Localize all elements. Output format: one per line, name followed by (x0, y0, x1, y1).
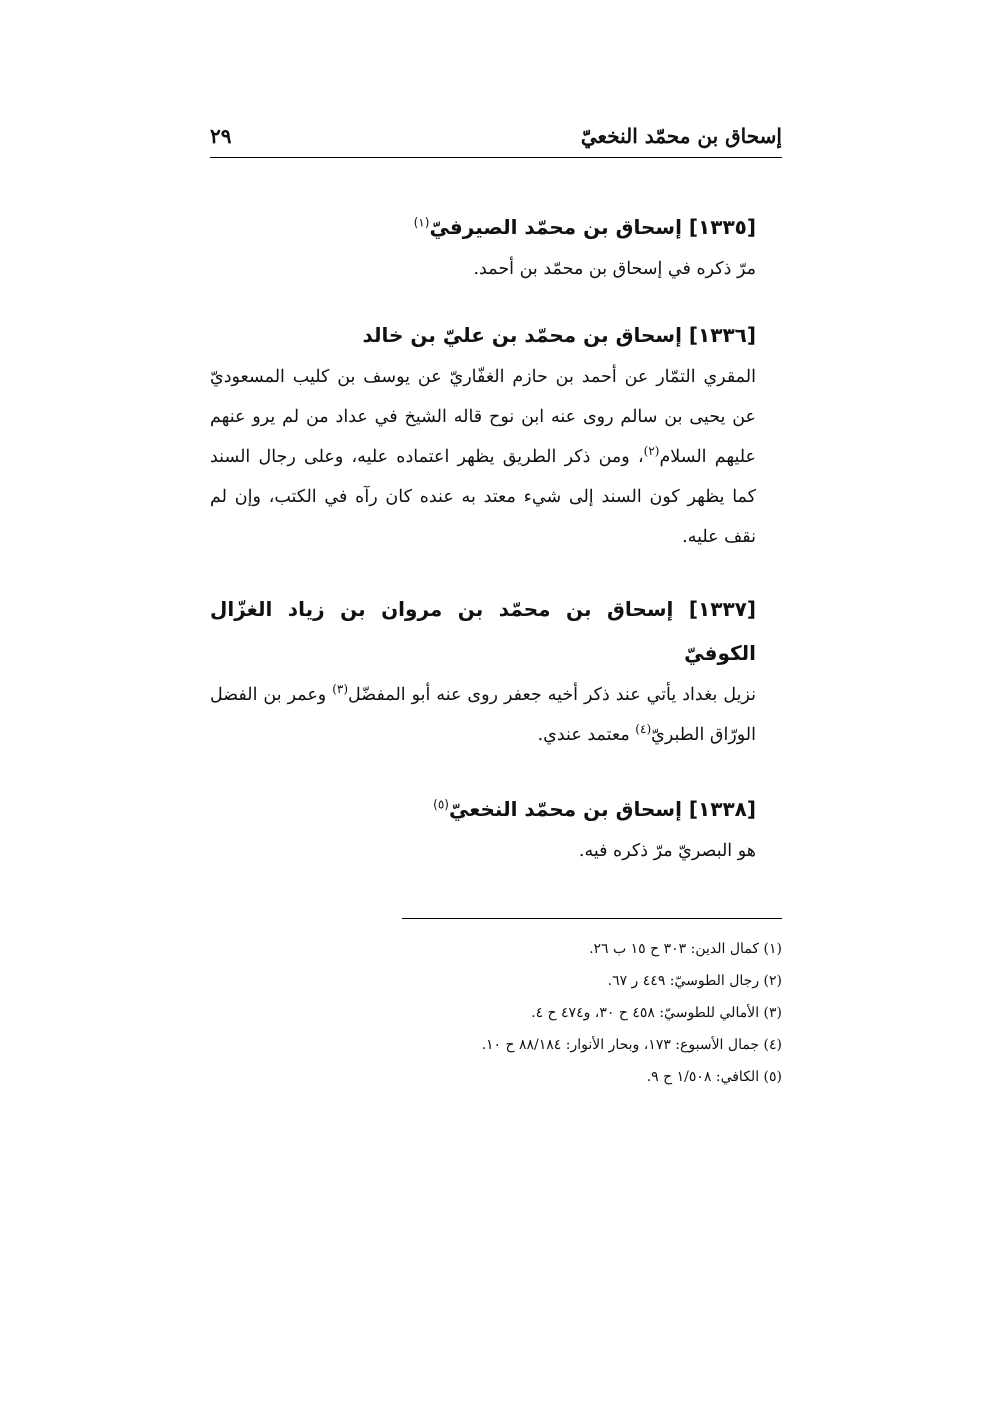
entry-heading: [١٣٣٦] إسحاق بن محمّد بن عليّ بن خالد (362, 323, 756, 347)
main-text (210, 205, 782, 871)
footnote-2: (٢) رجال الطوسيّ: ٤٤٩ ر ٦٧. (607, 973, 782, 989)
entry-1338 (210, 787, 782, 871)
entry-text: هو البصريّ مرّ ذكره فيه. (578, 841, 756, 861)
entry-heading: [١٣٣٥] إسحاق بن محمّد الصيرفيّ$^{(١)}$ (413, 215, 756, 239)
footnote-divider (402, 918, 782, 919)
footnote-ref: (٣) (332, 682, 349, 697)
footnote-4: (٤) جمال الأسبوع: ١٧٣، وبحار الأنوار: ٨٨/١٨٤ ح ١٠. (481, 1037, 782, 1053)
header-divider (210, 157, 782, 158)
footnote-ref: (٤) (635, 722, 652, 737)
entry-text: نزيل بغداد يأتي عند ذكر أخيه جعفر روى عنه أبو المفضّل$^{(٣)}$ وعمر بن الفضل الورّاق الطبريّ$^{(٤)}$ معتمد عندي. (210, 682, 756, 745)
running-title: إسحاق بن محمّد النخعيّ (580, 124, 782, 148)
footnote-1: (١) كمال الدين: ٣٠٣ ح ١٥ ب ٢٦. (589, 941, 782, 957)
footnote-ref: (٢) (643, 444, 660, 459)
footnote-ref: (١) (413, 215, 430, 230)
running-header (210, 118, 782, 158)
entry-text: مرّ ذكره في إسحاق بن محمّد بن أحمد. (473, 259, 756, 279)
page-number: ٢٩ (210, 124, 232, 148)
entry-heading: [١٣٣٧] إسحاق بن محمّد بن مروان بن زياد الغزّال الكوفيّ (210, 597, 756, 665)
entry-1335 (210, 205, 782, 289)
entry-1337 (210, 587, 782, 755)
footnotes (402, 933, 782, 1093)
entry-heading: [١٣٣٨] إسحاق بن محمّد النخعيّ$^{(٥)}$ (433, 797, 756, 821)
entry-text: المقري التمّار عن أحمد بن حازم الغفّاريّ عن يوسف بن كليب المسعوديّ عن يحيى بن سالم روى عنه ابن نوح قاله الشيخ في عداد من لم يرو عنهم عليهم السلام$^{(٢)}$، ومن ذكر الطريق يظهر اعتماده عليه، وعلى رجال السند كما يظهر كون السند إلى شيء معتد به عنده كان رآه في الكتب، وإن لم نقف عليه. (210, 367, 756, 547)
footnote-5: (٥) الكافي: ١/٥٠٨ ح ٩. (646, 1069, 782, 1085)
entry-1336 (210, 313, 782, 557)
footnote-3: (٣) الأمالي للطوسيّ: ٤٥٨ ح ٣٠، و٤٧٤ ح ٤. (531, 1005, 782, 1021)
footnote-ref: (٥) (433, 797, 449, 812)
